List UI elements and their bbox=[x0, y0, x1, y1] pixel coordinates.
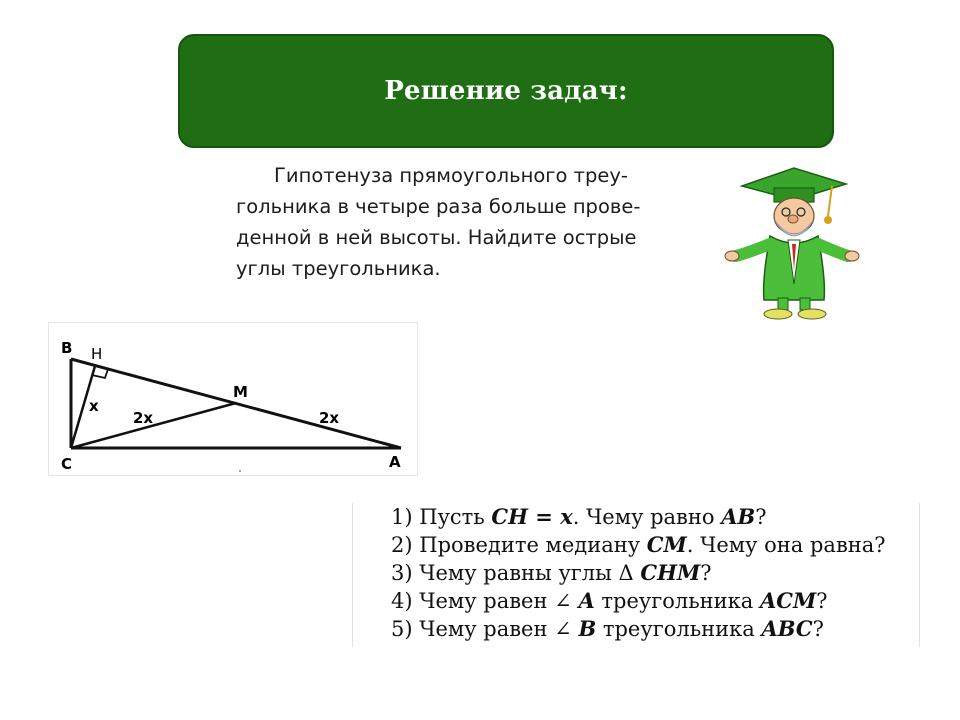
problem-line: углы треугольника. bbox=[236, 257, 441, 280]
question-item: 3) Чему равны углы Δ CHM? bbox=[391, 560, 712, 585]
question-item: 1) Пусть CH = x. Чему равно AB? bbox=[391, 504, 767, 529]
question-item: 2) Проведите медиану CM. Чему она равна? bbox=[391, 532, 886, 557]
questions-list bbox=[391, 503, 886, 643]
label-x: x bbox=[89, 397, 99, 415]
question-item: 5) Чему равен ∠ B треугольника ABC? bbox=[391, 616, 824, 641]
problem-line: денной в ней высоты. Найдите острые bbox=[236, 226, 637, 249]
questions-panel bbox=[352, 503, 920, 647]
title-banner bbox=[178, 34, 834, 148]
problem-line: Гипотенуза прямоугольного треу- bbox=[274, 164, 628, 187]
banner-title: Решение задач: bbox=[384, 76, 628, 106]
professor-graduate-icon bbox=[722, 160, 862, 325]
label-m: M bbox=[233, 383, 248, 401]
label-ma: 2x bbox=[319, 409, 340, 427]
label-hm: 2x bbox=[133, 409, 154, 427]
triangle-diagram bbox=[49, 323, 417, 475]
question-item: 4) Чему равен ∠ A треугольника ACM? bbox=[391, 588, 828, 613]
label-b: B bbox=[61, 339, 73, 357]
label-h: H bbox=[91, 345, 103, 363]
label-c: C bbox=[61, 455, 73, 473]
problem-line: гольника в четыре раза больше прове- bbox=[236, 195, 641, 218]
triangle-figure bbox=[48, 322, 418, 476]
label-a: A bbox=[389, 453, 401, 471]
problem-statement bbox=[236, 160, 688, 284]
